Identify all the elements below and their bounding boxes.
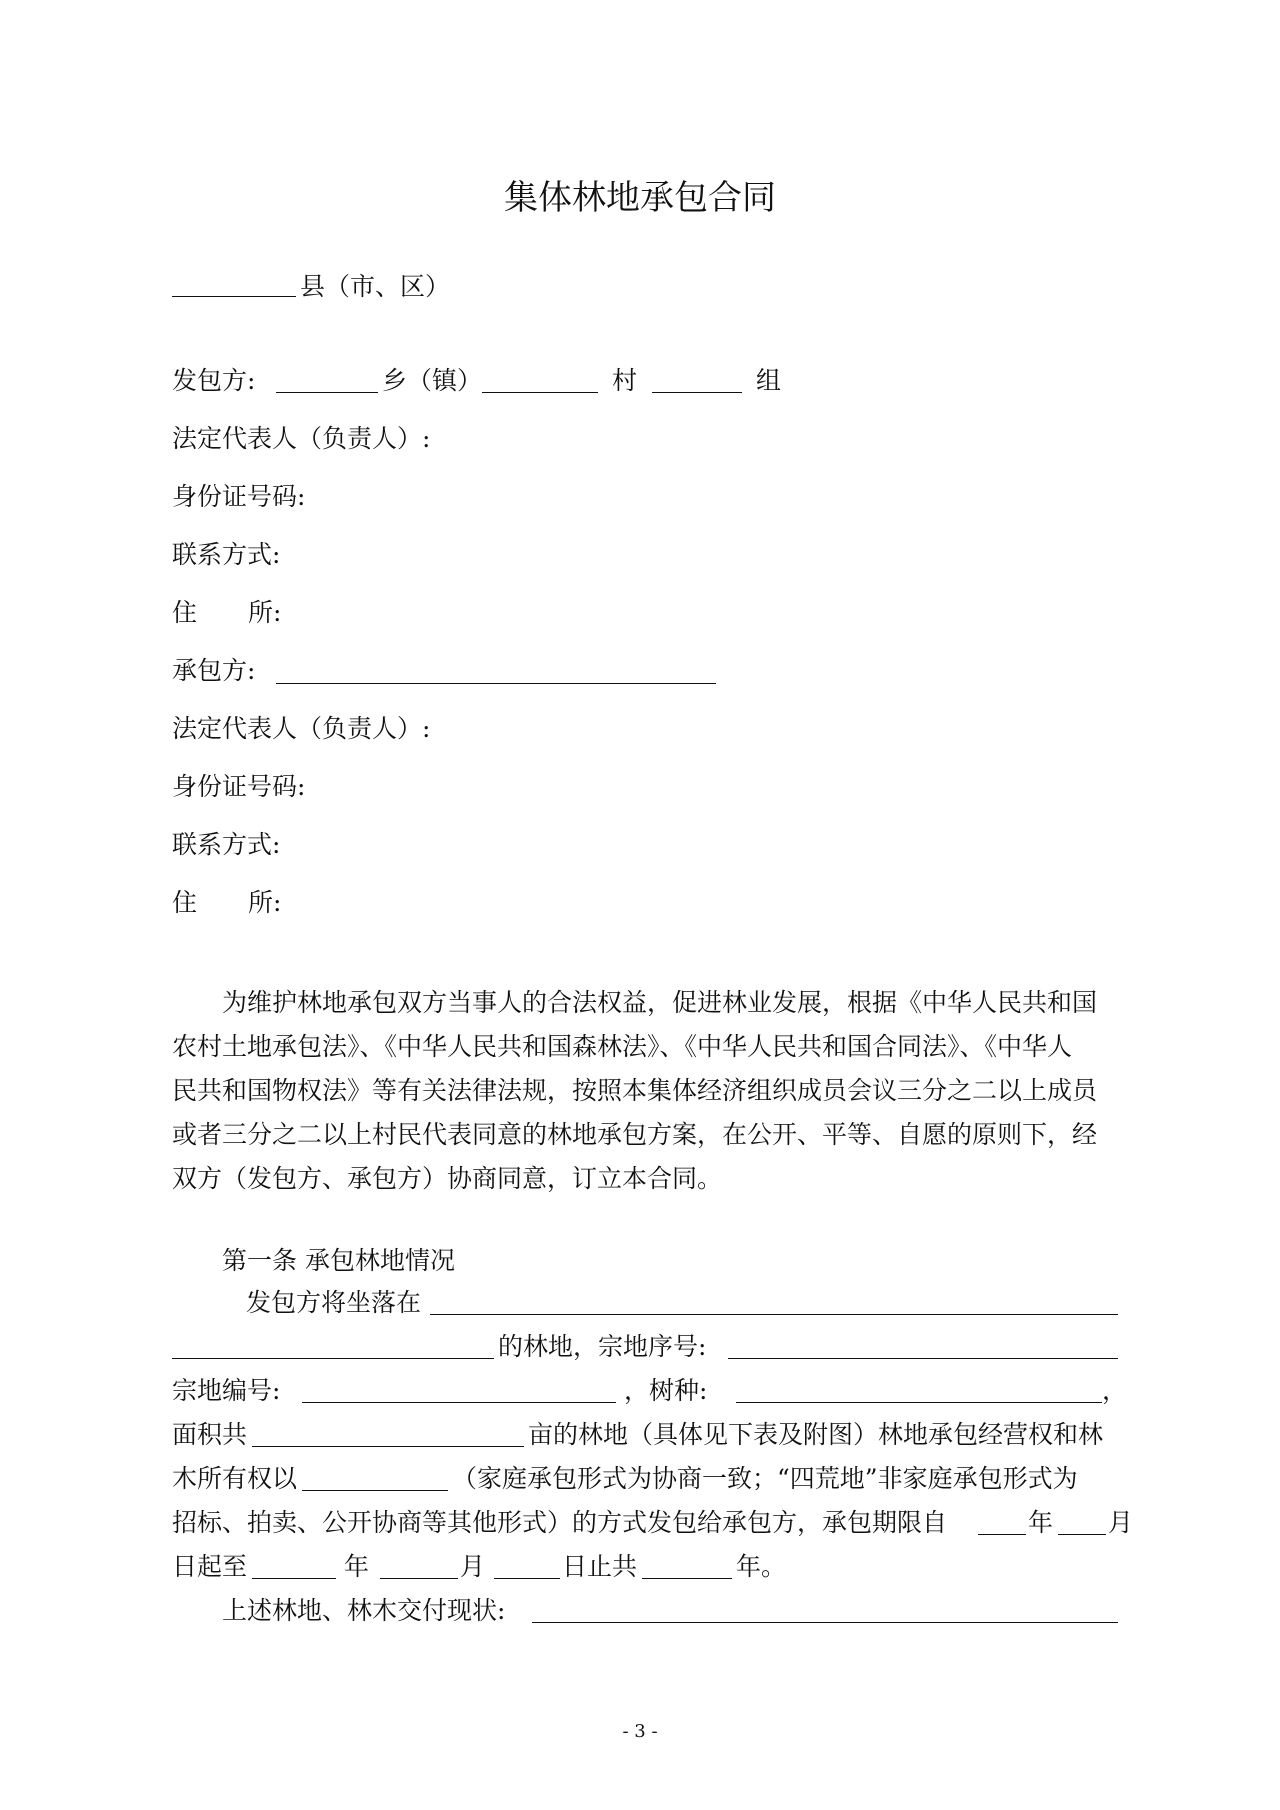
article1-line1-text: 发包方将坐落在: [246, 1288, 422, 1317]
preamble-line-5: 双方（发包方、承包方）协商同意，订立本合同。: [172, 1164, 723, 1193]
start-month-label: 月: [1108, 1508, 1134, 1537]
preamble-line-2: 农村土地承包法》、《中华人民共和国森林法》、《中华人民共和国合同法》、《中华人: [172, 1032, 1073, 1061]
lessor-addr-label-1: 住: [172, 598, 198, 627]
parcel-no-blank[interactable]: [302, 1402, 616, 1403]
delivery-status-label: 上述林地、林木交付现状:: [222, 1596, 506, 1625]
tree-species-label: ，树种:: [624, 1376, 708, 1405]
end-month-blank[interactable]: [380, 1578, 458, 1579]
lessor-rep-label: 法定代表人（负责人）:: [172, 424, 431, 453]
lessor-contact-label: 联系方式:: [172, 540, 281, 569]
preamble-line-1: 为维护林地承包双方当事人的合法权益，促进林业发展，根据《中华人民共和国: [222, 988, 1098, 1017]
lessee-name-blank[interactable]: [276, 683, 716, 684]
line3-comma: ，: [1102, 1376, 1128, 1405]
preamble-line-4: 或者三分之二以上村民代表同意的林地承包方案，在公开、平等、自愿的原则下，经: [172, 1120, 1098, 1149]
township-suffix: 乡（镇）: [382, 366, 483, 395]
county-suffix: 县（市、区）: [300, 272, 451, 301]
location-blank-1[interactable]: [430, 1314, 1118, 1315]
parcel-no-label: 宗地编号:: [172, 1376, 281, 1405]
article1-line6-text-a: 招标、拍卖、公开协商等其他形式）的方式发包给承包方，承包期限自: [172, 1508, 948, 1537]
end-day-blank[interactable]: [494, 1578, 560, 1579]
preamble-line-3: 民共和国物权法》等有关法律法规，按照本集体经济组织成员会议三分之二以上成员: [172, 1076, 1098, 1105]
area-blank[interactable]: [252, 1446, 524, 1447]
township-blank[interactable]: [276, 392, 378, 393]
start-day-label: 日起至: [172, 1552, 248, 1581]
total-years-blank[interactable]: [642, 1578, 732, 1579]
start-year-blank[interactable]: [978, 1534, 1026, 1535]
delivery-status-blank[interactable]: [532, 1622, 1118, 1623]
county-blank[interactable]: [172, 296, 296, 297]
article1-heading: 第一条 承包林地情况: [222, 1246, 455, 1275]
village-suffix: 村: [612, 366, 638, 395]
lessee-id-label: 身份证号码:: [172, 772, 306, 801]
area-label: 面积共: [172, 1420, 248, 1449]
tree-species-blank[interactable]: [736, 1402, 1102, 1403]
start-month-blank[interactable]: [1058, 1534, 1106, 1535]
article1-line2-text: 的林地，宗地序号:: [498, 1332, 707, 1361]
article1-line5-text-b: （家庭承包形式为协商一致；“四荒地”非家庭承包形式为: [452, 1464, 1078, 1493]
document-title: 集体林地承包合同: [504, 178, 776, 218]
end-month-label: 月: [460, 1552, 486, 1581]
article1-line5-text-a: 木所有权以: [172, 1464, 298, 1493]
article1-line4-text: 亩的林地（具体见下表及附图）林地承包经营权和林: [528, 1420, 1104, 1449]
end-year-blank[interactable]: [252, 1578, 336, 1579]
lessee-addr-label-1: 住: [172, 888, 198, 917]
start-year-label: 年: [1028, 1508, 1054, 1537]
total-years-label: 年。: [736, 1552, 787, 1581]
lessee-rep-label: 法定代表人（负责人）:: [172, 714, 431, 743]
group-blank[interactable]: [652, 392, 742, 393]
village-blank[interactable]: [482, 392, 598, 393]
lessor-addr-label-2: 所:: [248, 598, 282, 627]
lessee-addr-label-2: 所:: [248, 888, 282, 917]
lessor-label: 发包方:: [172, 366, 256, 395]
page-number: - 3 -: [622, 1721, 658, 1742]
group-suffix: 组: [756, 366, 782, 395]
end-day-label: 日止共: [562, 1552, 638, 1581]
location-blank-2[interactable]: [172, 1358, 494, 1359]
lessee-label: 承包方:: [172, 656, 256, 685]
lessor-id-label: 身份证号码:: [172, 482, 306, 511]
end-year-label: 年: [344, 1552, 370, 1581]
lessee-contact-label: 联系方式:: [172, 830, 281, 859]
contract-method-blank[interactable]: [302, 1490, 448, 1491]
parcel-seq-blank[interactable]: [728, 1358, 1118, 1359]
